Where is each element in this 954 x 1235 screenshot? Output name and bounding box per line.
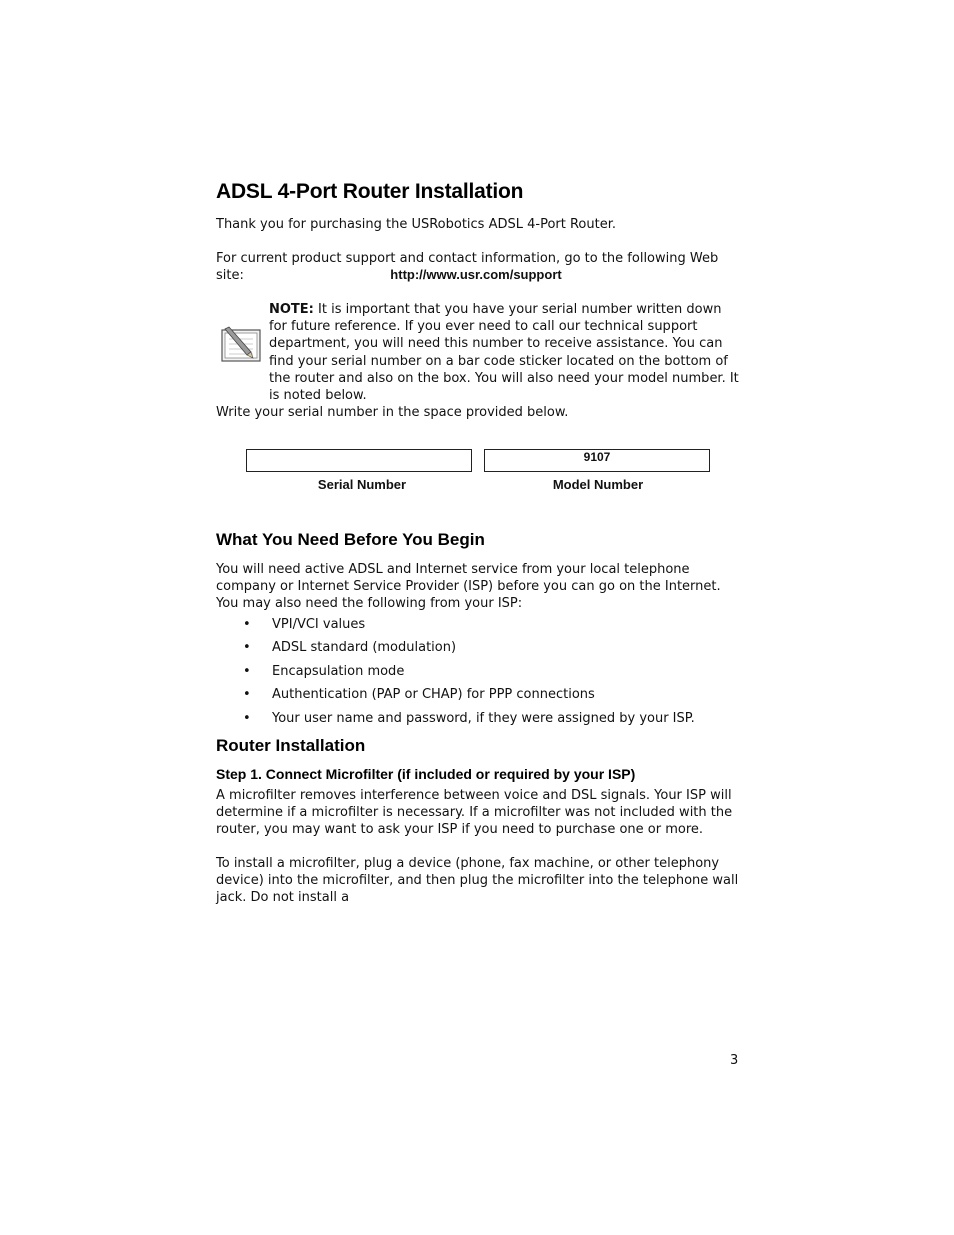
isp-requirements-list	[216, 616, 695, 733]
model-number-field: 9107	[484, 449, 710, 472]
section-heading-before-begin: What You Need Before You Begin	[216, 530, 485, 549]
list-item: • Your user name and password, if they were assigned by your ISP.	[243, 710, 695, 726]
list-item: • Authentication (PAP or CHAP) for PPP connections	[243, 687, 595, 703]
page-title: ADSL 4-Port Router Installation	[216, 180, 524, 203]
note-label: NOTE:	[269, 302, 314, 317]
model-number-label: Model Number	[552, 477, 644, 492]
step1-paragraph-1: A microfilter removes interference between voice and DSL signals. Your ISP will determine if a microfilter is necessary. If a microfilter was not included with the router, you may want to ask your ISP if you need to purchase one or more.	[216, 788, 733, 838]
before-begin-text: You will need active ADSL and Internet service from your local telephone company or Internet Service Provider (ISP) before you can go on the Internet. You may also need the following from your ISP:	[216, 562, 721, 612]
notepad-pencil-icon	[219, 326, 263, 364]
support-url-link[interactable]: http://www.usr.com/support	[390, 267, 562, 282]
write-serial-text: Write your serial number in the space provided below.	[216, 405, 569, 420]
list-item: • Encapsulation mode	[243, 663, 405, 679]
serial-number-label: Serial Number	[317, 477, 407, 492]
intro-text: Thank you for purchasing the USRobotics ADSL 4-Port Router.	[216, 217, 617, 232]
serial-number-field[interactable]	[246, 449, 472, 472]
section-heading-router-installation: Router Installation	[216, 736, 366, 755]
step1-paragraph-2: To install a microfilter, plug a device (phone, fax machine, or other telephony device) into the microfilter, and then plug the microfilter into the telephone wall jack. Do not install a	[216, 856, 739, 906]
list-item: • ADSL standard (modulation)	[243, 640, 457, 656]
list-item: • VPI/VCI values	[243, 617, 366, 632]
note-text	[269, 301, 741, 404]
step1-heading: Step 1. Connect Microfilter (if included or required by your ISP)	[216, 766, 636, 782]
page-number: 3	[730, 1053, 739, 1068]
support-line: For current product support and contact information, go to the following Web site:	[216, 251, 719, 284]
note-body: It is important that you have your serial number written down for future reference. If you ever need to call our technical support department, you will need this number to receive assistance. You can find your serial number on a bar code sticker located on the bottom of the router and also on the box. You will also need your model number. It is noted below.	[269, 302, 739, 404]
